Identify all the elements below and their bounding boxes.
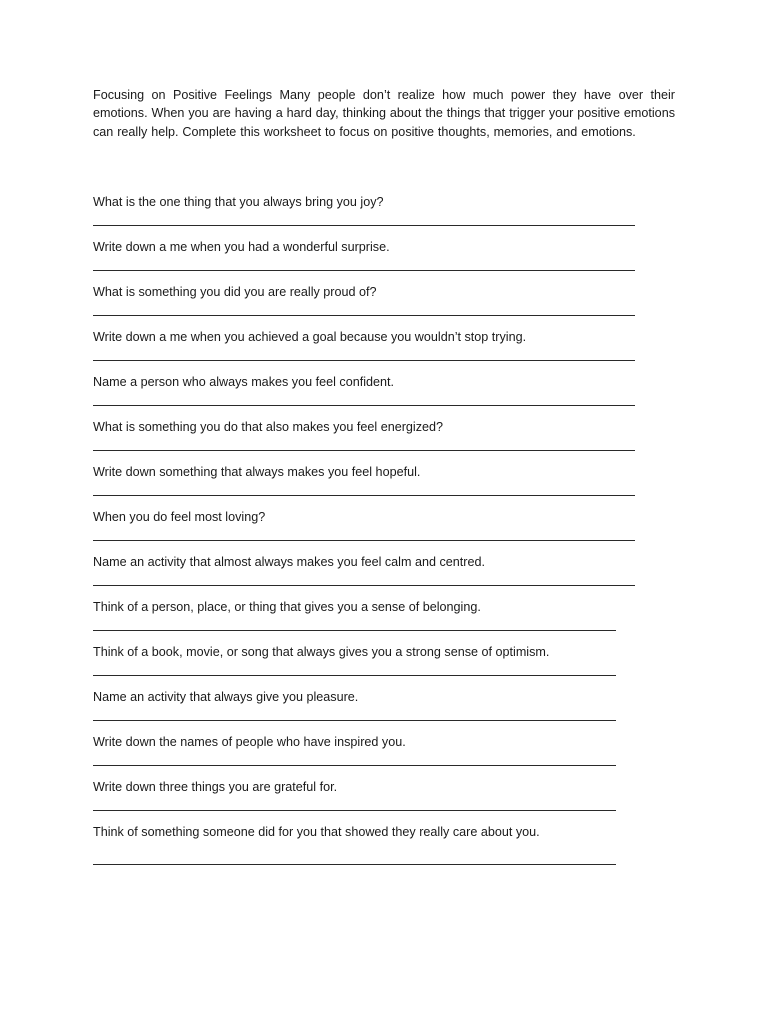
answer-line[interactable]	[93, 270, 635, 271]
question-text: Write down something that always makes you feel hopeful.	[93, 465, 421, 479]
question-text: When you do feel most loving?	[93, 510, 266, 524]
question-text: Name an activity that almost always makes you feel calm and centred.	[93, 555, 485, 569]
question-item	[93, 464, 683, 509]
answer-line[interactable]	[93, 675, 616, 676]
answer-line[interactable]	[93, 630, 616, 631]
answer-line[interactable]	[93, 495, 635, 496]
answer-line[interactable]	[93, 315, 635, 316]
answer-line[interactable]	[93, 405, 635, 406]
answer-line[interactable]	[93, 225, 635, 226]
question-item	[93, 419, 683, 464]
answer-line[interactable]	[93, 450, 635, 451]
question-item	[93, 779, 683, 824]
question-text: Name a person who always makes you feel confident.	[93, 375, 395, 389]
question-text: What is something you do that also makes you feel energized?	[93, 420, 444, 434]
question-item	[93, 194, 683, 239]
question-item	[93, 824, 683, 869]
question-item	[93, 239, 683, 284]
question-item	[93, 554, 683, 599]
question-list	[93, 194, 683, 869]
question-text: Think of a person, place, or thing that gives you a sense of belonging.	[93, 600, 481, 614]
question-text: Write down three things you are grateful for.	[93, 780, 338, 794]
question-text: Write down a me when you had a wonderful surprise.	[93, 240, 390, 254]
question-item	[93, 284, 683, 329]
answer-line[interactable]	[93, 810, 616, 811]
question-text: Name an activity that always give you pleasure.	[93, 690, 359, 704]
answer-line[interactable]	[93, 540, 635, 541]
answer-line[interactable]	[93, 585, 635, 586]
intro-paragraph: Focusing on Positive Feelings Many people don’t realize how much power they have over their emotions. When you are having a hard day, thinking about the things that trigger your positive emotions can really help. Complete this worksheet to focus on positive thoughts, memories, and emotions.	[93, 88, 675, 139]
question-text: Think of a book, movie, or song that always gives you a strong sense of optimism.	[93, 645, 550, 659]
question-item	[93, 599, 683, 644]
question-text: What is something you did you are really proud of?	[93, 285, 377, 299]
answer-line[interactable]	[93, 864, 616, 865]
question-item	[93, 644, 683, 689]
question-text: Think of something someone did for you that showed they really care about you.	[93, 825, 540, 839]
question-item	[93, 734, 683, 779]
question-item	[93, 689, 683, 734]
answer-line[interactable]	[93, 360, 635, 361]
question-text: What is the one thing that you always bring you joy?	[93, 195, 384, 209]
answer-line[interactable]	[93, 720, 616, 721]
question-item	[93, 509, 683, 554]
question-text: Write down a me when you achieved a goal because you wouldn’t stop trying.	[93, 330, 527, 344]
question-text: Write down the names of people who have inspired you.	[93, 735, 406, 749]
question-item	[93, 329, 683, 374]
answer-line[interactable]	[93, 765, 616, 766]
question-item	[93, 374, 683, 419]
